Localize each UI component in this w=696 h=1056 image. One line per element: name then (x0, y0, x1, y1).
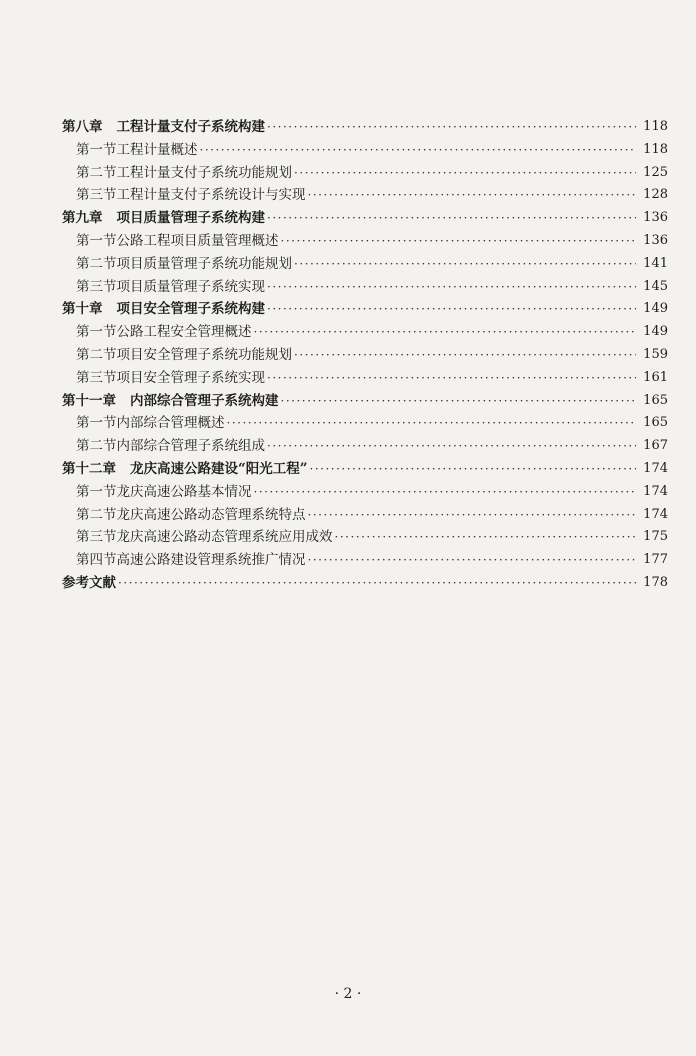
toc-entry-title: 公路工程项目质量管理概述 (116, 232, 279, 249)
toc-entry-number: 第一节 (76, 141, 117, 158)
toc-entry-page: 177 (643, 552, 668, 568)
dot-leader (267, 116, 636, 139)
toc-section-entry (62, 276, 668, 299)
toc-entry-page: 136 (643, 210, 668, 226)
toc-entry-page: 174 (643, 506, 668, 522)
dot-leader (254, 321, 637, 344)
toc-entry-title: 龙庆高速公路基本情况 (116, 483, 252, 500)
toc-entry-page: 141 (643, 255, 668, 271)
toc-entry-title: 内部综合管理概述 (116, 415, 225, 432)
toc-section-entry (62, 321, 668, 344)
toc-entry-page: 149 (643, 324, 668, 340)
toc-entry-number: 第三节 (76, 187, 117, 204)
toc-entry-page: 136 (643, 232, 668, 248)
dot-leader (294, 162, 636, 185)
dot-leader (227, 412, 637, 435)
toc-entry-number: 第二节 (76, 164, 117, 181)
dot-leader (200, 139, 637, 162)
toc-entry-page: 118 (643, 141, 668, 157)
toc-section-entry (62, 344, 668, 367)
toc-entry-title: 内部综合管理子系统组成 (116, 438, 265, 455)
toc-entry-page: 175 (643, 529, 668, 545)
toc-entry-number: 第十章 (62, 301, 103, 318)
toc-section-entry (62, 549, 668, 572)
toc-section-entry (62, 504, 668, 527)
toc-section-entry (62, 367, 668, 390)
toc-entry-title: 龙庆高速公路建设“阳光工程” (130, 460, 308, 477)
toc-entry-title: 高速公路建设管理系统推广情况 (116, 552, 306, 569)
dot-leader (267, 276, 636, 299)
toc-entry-page: 118 (643, 119, 668, 134)
toc-entry-title: 龙庆高速公路动态管理系统应用成效 (116, 529, 333, 546)
page-number: · 2 · (334, 986, 362, 1002)
toc-chapter-entry (62, 298, 668, 321)
toc-entry-title: 龙庆高速公路动态管理系统特点 (116, 506, 306, 523)
dot-leader (267, 435, 636, 458)
toc-chapter-entry (62, 390, 668, 413)
toc-entry-title: 工程计量概述 (116, 141, 198, 158)
toc-entry-page: 149 (643, 301, 668, 317)
dot-leader (308, 549, 637, 572)
toc-entry-number: 第一节 (76, 324, 117, 341)
toc-section-entry (62, 162, 668, 185)
dot-leader (267, 367, 636, 390)
toc-entry-title: 工程计量支付子系统功能规划 (116, 164, 292, 181)
toc-section-entry (62, 481, 668, 504)
toc-entry-page: 174 (643, 483, 668, 499)
toc-entry-page: 128 (643, 187, 668, 203)
toc-entry-number: 第一节 (76, 415, 117, 432)
toc-entry-number: 第一节 (76, 483, 117, 500)
toc-entry-title: 工程计量支付子系统构建 (116, 119, 265, 135)
toc-section-entry (62, 184, 668, 207)
toc-section-entry (62, 139, 668, 162)
dot-leader (267, 207, 636, 230)
toc-entry-title: 项目安全管理子系统实现 (116, 369, 265, 386)
toc-section-entry (62, 435, 668, 458)
dot-leader (118, 572, 636, 595)
toc-entry-title: 公路工程安全管理概述 (116, 324, 252, 341)
toc-entry-page: 159 (643, 346, 668, 362)
dot-leader (267, 298, 636, 321)
toc-entry-number: 第二节 (76, 438, 117, 455)
dot-leader (254, 481, 637, 504)
dot-leader (294, 344, 636, 367)
toc-entry-title: 项目质量管理子系统功能规划 (116, 255, 292, 272)
dot-leader (310, 458, 636, 481)
toc-entry-title: 项目安全管理子系统构建 (116, 301, 265, 318)
toc-entry-page: 165 (643, 415, 668, 431)
toc-entry-number: 第八章 (62, 119, 103, 135)
toc-entry-page: 125 (643, 164, 668, 180)
toc-chapter-entry (62, 572, 668, 595)
dot-leader (281, 390, 637, 413)
toc-chapter-entry (62, 116, 668, 139)
toc-entry-number: 第一节 (76, 232, 117, 249)
toc-section-entry (62, 230, 668, 253)
dot-leader (335, 526, 637, 549)
toc-entry-number: 第三节 (76, 529, 117, 546)
toc-entry-number: 第十一章 (62, 392, 116, 409)
toc-entry-page: 174 (643, 460, 668, 476)
toc-entry-page: 145 (643, 278, 668, 294)
toc-entry-page: 165 (643, 392, 668, 408)
toc-entry-number: 第二节 (76, 506, 117, 523)
toc-entry-page: 161 (643, 369, 668, 385)
dot-leader (294, 253, 636, 276)
toc-section-entry (62, 412, 668, 435)
toc-entry-title: 内部综合管理子系统构建 (130, 392, 279, 409)
toc-entry-number: 第二节 (76, 255, 117, 272)
toc-entry-title: 项目质量管理子系统构建 (116, 210, 265, 227)
toc-section-entry (62, 253, 668, 276)
toc-entry-title: 工程计量支付子系统设计与实现 (116, 187, 306, 204)
toc-entry-title: 项目安全管理子系统功能规划 (116, 346, 292, 363)
toc-chapter-entry (62, 207, 668, 230)
toc-entry-number: 第九章 (62, 210, 103, 227)
toc-entry-number: 第三节 (76, 278, 117, 295)
toc-entry-title: 项目质量管理子系统实现 (116, 278, 265, 295)
toc-chapter-entry (62, 458, 668, 481)
toc-entry-number: 第三节 (76, 369, 117, 386)
dot-leader (308, 184, 637, 207)
toc-entry-number: 第四节 (76, 552, 117, 569)
toc-entry-page: 167 (643, 438, 668, 454)
dot-leader (281, 230, 637, 253)
dot-leader (308, 504, 637, 527)
table-of-contents (62, 116, 668, 595)
toc-entry-number: 第十二章 (62, 460, 116, 477)
toc-entry-page: 178 (643, 574, 668, 590)
toc-entry-number: 第二节 (76, 346, 117, 363)
toc-entry-title: 参考文献 (62, 574, 116, 591)
toc-section-entry (62, 526, 668, 549)
